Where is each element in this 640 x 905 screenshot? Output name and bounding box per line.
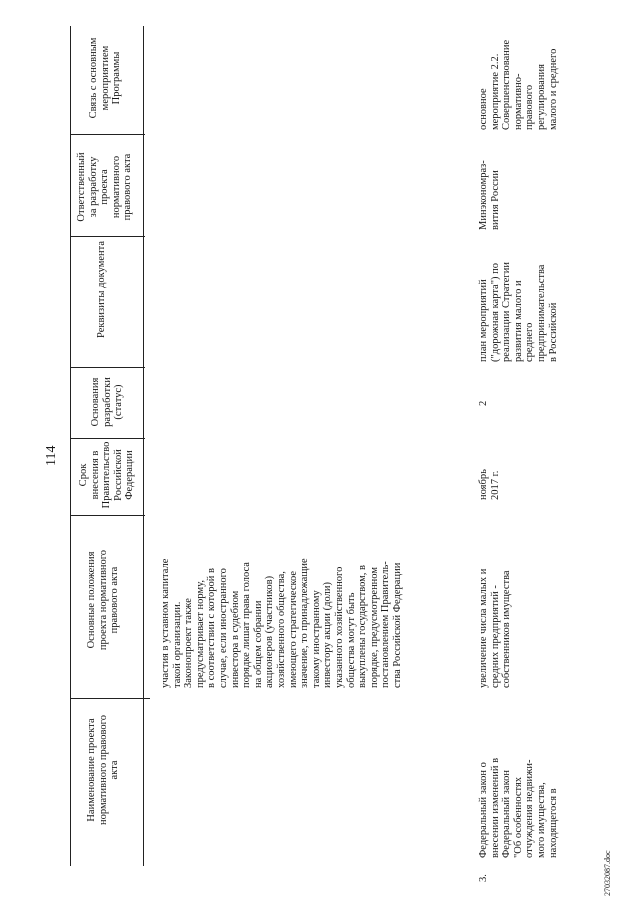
continued-provisions-text: участия в уставном капитале такой организации. Законопроект также предусматривает норму, в соответствии с которой в случае, если иностранного инвестора в судебном порядке лишат права голоса на общем собрании акционеров (участников) хозяйственного общества, имеющего стратегическое значение, то принадлежащие такому иностранному инвестору акции (доли) указанного хозяйственного общества могут быть выкуплены государством, в порядке, предусмотренном постановлением Правитель- ства Российской Федерации: [160, 558, 403, 688]
row3-document-details: план мероприятий ("дорожная карта") по реализации Стратегии развития малого и среднего предпринимательства в Российской: [478, 262, 559, 362]
row3-basis: 2: [478, 400, 489, 406]
file-footer: 27032087.doc: [603, 850, 612, 896]
header-document-details: Реквизиты документа: [96, 240, 107, 338]
row3-act-name: Федеральный закон о внесении изменений в Федеральный закон "Об особенностях отчуждения недвижи- мого имущества, находящегося в: [478, 757, 559, 858]
row3-responsible: Минэкономраз- вития России: [478, 160, 501, 230]
table-line-col-divider: [70, 515, 145, 516]
header-act-name: Наименование проекта нормативного правового акта: [86, 715, 121, 825]
header-program-link: Связь с основным мероприятием Программы: [88, 37, 123, 119]
header-deadline: Срок внесения в Правительство Российской Федерации: [78, 441, 136, 509]
table-line-col-divider: [70, 698, 150, 699]
table-line-col-divider: [70, 134, 145, 135]
header-basis: Основания разработки (статус): [90, 377, 125, 427]
header-main-provisions: Основные положения проекта нормативного правового акта: [86, 549, 121, 651]
row3-program-link: основное мероприятие 2.2. Совершенствование нормативно- правового регулирования малого и среднего: [478, 39, 559, 130]
table-line-col-divider: [70, 236, 145, 237]
row3-deadline: ноябрь 2017 г.: [478, 469, 501, 500]
table-line-header-bottom: [143, 26, 144, 866]
table-line-header-top: [70, 26, 71, 866]
table-line-col-divider: [70, 438, 145, 439]
row3-provisions: увеличение числа малых и средних предприятий - собственников имущества: [478, 568, 513, 688]
header-responsible: Ответственный за разработку проекта нормативного правового акта: [76, 152, 134, 222]
page-number: 114: [44, 445, 59, 466]
row-number: 3.: [478, 874, 489, 882]
